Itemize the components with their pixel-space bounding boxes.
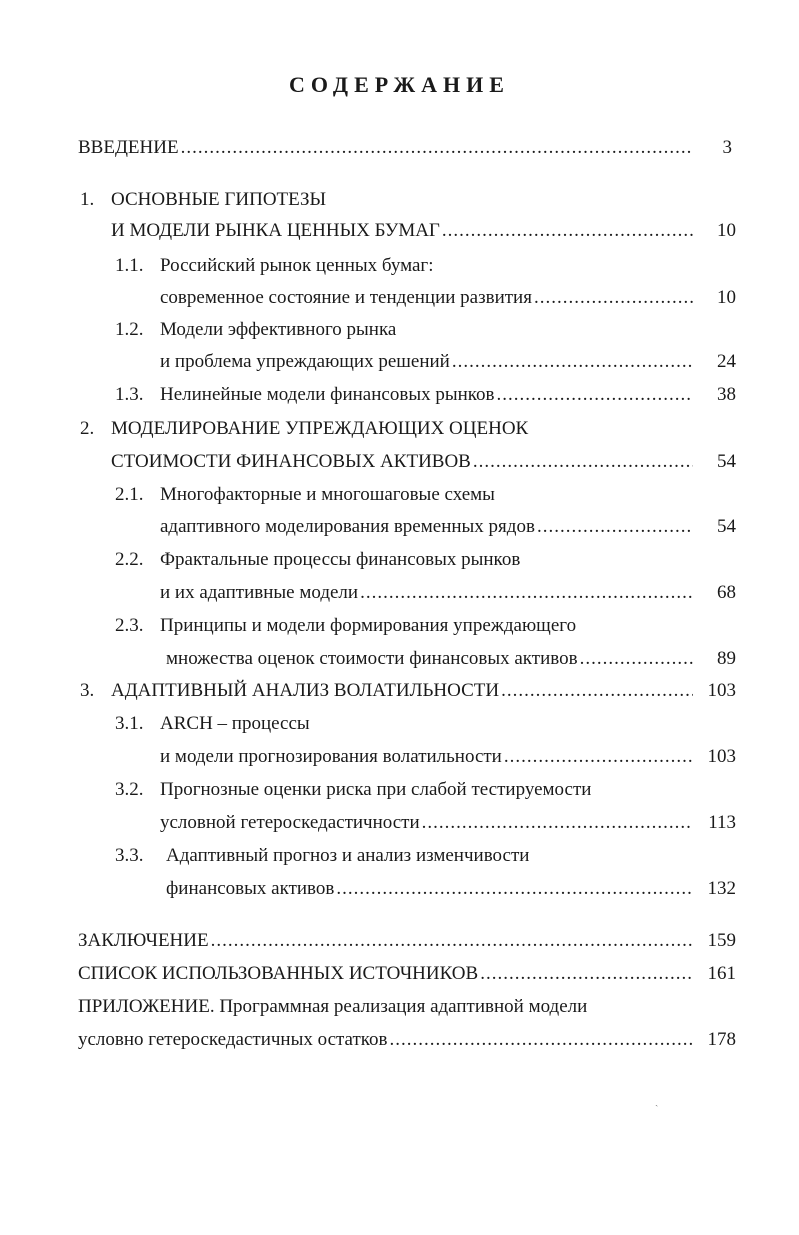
toc-chapter-number: 2.	[80, 418, 95, 439]
leader-dots	[422, 809, 693, 837]
toc-entry-s3-1[interactable]	[160, 743, 693, 771]
toc-section-number: 2.2.	[115, 549, 144, 570]
leader-dots	[390, 1026, 693, 1054]
toc-page-number: 10	[717, 220, 736, 241]
toc-section-title[interactable]: Принципы и модели формирования упреждающего	[160, 615, 577, 636]
toc-chapter-title: АДАПТИВНЫЙ АНАЛИЗ ВОЛАТИЛЬНОСТИ	[111, 680, 500, 701]
leader-dots	[501, 677, 693, 705]
toc-section-title-cont: финансовых активов	[166, 878, 335, 899]
toc-page-number: 159	[707, 930, 736, 951]
toc-entry-title-cont: условно гетероскедастичных остатков	[78, 1029, 388, 1050]
toc-section-number: 3.1.	[115, 713, 144, 734]
leader-dots	[473, 448, 693, 476]
toc-section-title[interactable]: Модели эффективного рынка	[160, 319, 397, 340]
leader-dots	[534, 284, 693, 312]
toc-section-number: 2.3.	[115, 615, 144, 636]
leader-dots	[360, 579, 693, 607]
leader-dots	[480, 960, 693, 988]
toc-section-title-cont: и модели прогнозирования волатильности	[160, 746, 502, 767]
leader-dots	[181, 134, 693, 162]
toc-chapter-number: 3.	[80, 680, 95, 701]
toc-section-title-cont: адаптивного моделирования временных рядов	[160, 516, 535, 537]
toc-page-number: 103	[707, 680, 736, 701]
toc-section-title-cont: условной гетероскедастичности	[160, 812, 420, 833]
toc-section-number: 2.1.	[115, 484, 144, 505]
toc-section-title-cont: современное состояние и тенденции развития	[160, 287, 532, 308]
toc-chapter-title[interactable]: ОСНОВНЫЕ ГИПОТЕЗЫ	[111, 189, 327, 210]
toc-section-title-cont: и проблема упреждающих решений	[160, 351, 450, 372]
toc-chapter-title-cont: СТОИМОСТИ ФИНАНСОВЫХ АКТИВОВ	[111, 451, 471, 472]
leader-dots	[442, 217, 693, 245]
toc-section-number: 1.3.	[115, 384, 144, 405]
toc-entry-s3-2[interactable]	[160, 809, 693, 837]
toc-page-number: 10	[717, 287, 736, 308]
page-title: СОДЕРЖАНИЕ	[289, 72, 510, 97]
toc-page-number: 24	[717, 351, 736, 372]
toc-section-title[interactable]: ARCH – процессы	[160, 713, 310, 734]
toc-entry-ch3[interactable]	[111, 677, 693, 705]
toc-section-title[interactable]: Прогнозные оценки риска при слабой тестируемости	[160, 779, 592, 800]
toc-entry-s3-3[interactable]	[166, 875, 693, 903]
toc-entry-s2-1[interactable]	[160, 513, 693, 541]
toc-section-number: 1.2.	[115, 319, 144, 340]
toc-chapter-title-cont: И МОДЕЛИ РЫНКА ЦЕННЫХ БУМАГ	[111, 220, 440, 241]
leader-dots	[336, 875, 693, 903]
toc-page-number: 89	[717, 648, 736, 669]
toc-page-number: 103	[707, 746, 736, 767]
toc-entry-title[interactable]: ПРИЛОЖЕНИЕ. Программная реализация адаптивной модели	[78, 996, 588, 1017]
toc-entry-appendix[interactable]	[78, 1026, 693, 1054]
toc-entry-s2-2[interactable]	[160, 579, 693, 607]
leader-dots	[211, 927, 693, 955]
toc-entry-s2-3[interactable]	[166, 645, 693, 673]
toc-section-title[interactable]: Адаптивный прогноз и анализ изменчивости	[166, 845, 530, 866]
leader-dots	[537, 513, 693, 541]
scan-speck: ˏ	[655, 1096, 659, 1107]
toc-page-number: 161	[707, 963, 736, 984]
toc-section-title[interactable]: Российский рынок ценных бумаг:	[160, 255, 434, 276]
toc-section-number: 3.2.	[115, 779, 144, 800]
toc-section-number: 3.3.	[115, 845, 144, 866]
toc-page-number: 68	[717, 582, 736, 603]
toc-section-title: Нелинейные модели финансовых рынков	[160, 384, 495, 405]
toc-section-title[interactable]: Фрактальные процессы финансовых рынков	[160, 549, 521, 570]
toc-entry-s1-1[interactable]	[160, 284, 693, 312]
toc-entry-title: ВВЕДЕНИЕ	[78, 137, 179, 158]
toc-entry-s1-2[interactable]	[160, 348, 693, 376]
leader-dots	[452, 348, 693, 376]
toc-page-number: 54	[717, 516, 736, 537]
toc-entry-ch1[interactable]	[111, 217, 693, 245]
toc-section-title[interactable]: Многофакторные и многошаговые схемы	[160, 484, 495, 505]
toc-entry-sources[interactable]	[78, 960, 693, 988]
toc-entry-title: СПИСОК ИСПОЛЬЗОВАННЫХ ИСТОЧНИКОВ	[78, 963, 479, 984]
toc-entry-title: ЗАКЛЮЧЕНИЕ	[78, 930, 209, 951]
toc-section-title-cont: множества оценок стоимости финансовых активов	[166, 648, 578, 669]
toc-page-number: 3	[722, 137, 732, 158]
leader-dots	[504, 743, 693, 771]
toc-entry-s1-3[interactable]	[160, 381, 693, 409]
toc-entry-intro[interactable]	[78, 134, 693, 162]
leader-dots	[497, 381, 693, 409]
toc-page-number: 178	[707, 1029, 736, 1050]
toc-page-number: 38	[717, 384, 736, 405]
toc-page-number: 113	[708, 812, 736, 833]
toc-chapter-number: 1.	[80, 189, 95, 210]
toc-section-title-cont: и их адаптивные модели	[160, 582, 359, 603]
toc-page-number: 54	[717, 451, 736, 472]
toc-entry-conclusion[interactable]	[78, 927, 693, 955]
toc-chapter-title[interactable]: МОДЕЛИРОВАНИЕ УПРЕЖДАЮЩИХ ОЦЕНОК	[111, 418, 529, 439]
toc-section-number: 1.1.	[115, 255, 144, 276]
toc-entry-ch2[interactable]	[111, 448, 693, 476]
toc-page-number: 132	[707, 878, 736, 899]
